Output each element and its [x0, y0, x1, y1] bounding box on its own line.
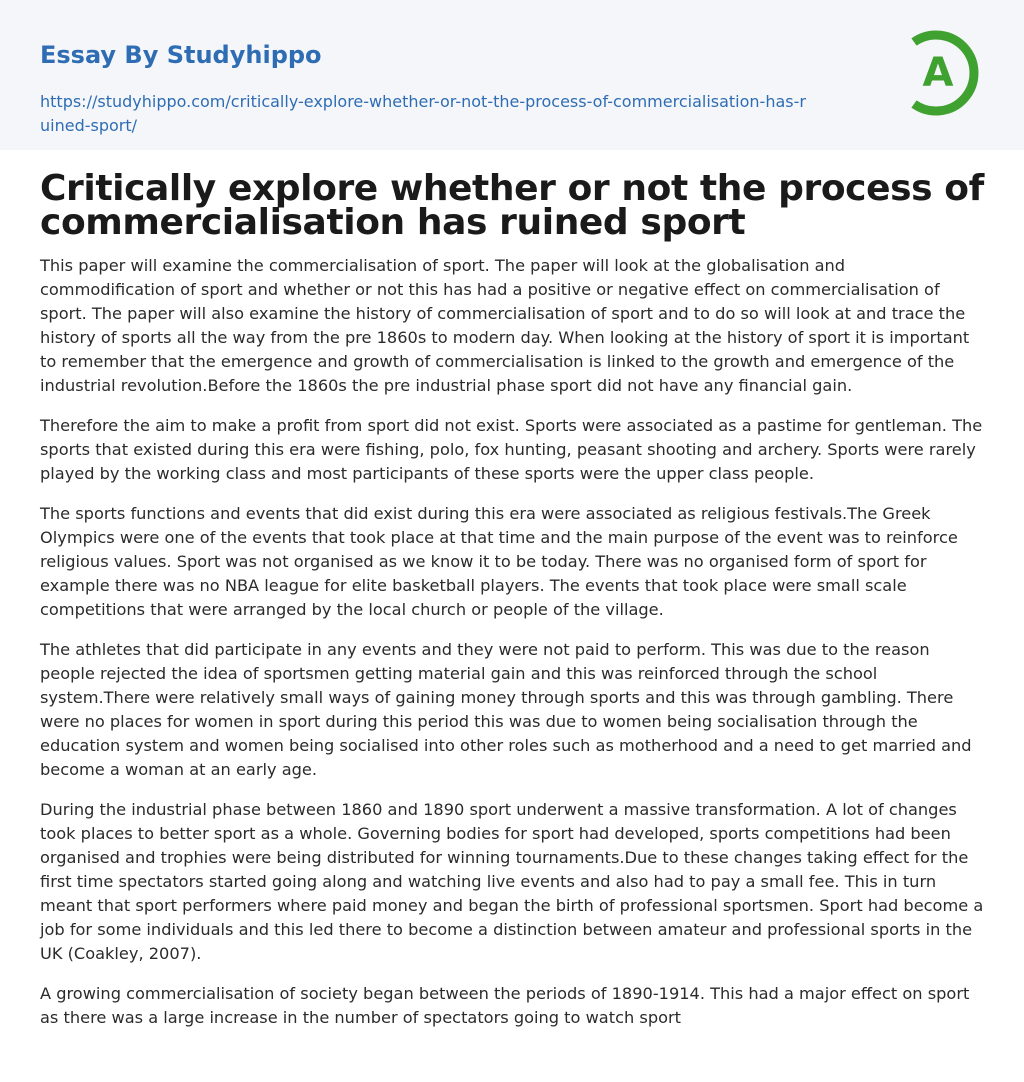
- essay-content: [0, 150, 1024, 1030]
- logo-letter: A: [922, 50, 954, 96]
- site-header: [0, 0, 1024, 150]
- studyhippo-logo-icon[interactable]: [896, 28, 986, 118]
- essay-title: Critically explore whether or not the process of commercialisation has ruined sport: [40, 168, 984, 243]
- essay-paragraph-1: This paper will examine the commercialisation of sport. The paper will look at the globalisation and commodification of sport and whether or not this has had a positive or negative effect on commercialisation of sport. The paper will also examine the history of commercialisation of sport and to do so will look at and trace the history of sports all the way from the pre 1860s to modern day. When looking at the history of sport it is important to remember that the emergence and growth of commercialisation is linked to the growth and emergence of the industrial revolution.Before the 1860s the pre industrial phase sport did not have any financial gain.: [40, 256, 970, 395]
- essay-paragraph-2: Therefore the aim to make a profit from sport did not exist. Sports were associated as a pastime for gentleman. The sports that existed during this era were fishing, polo, fox hunting, peasant shooting and archery. Sports were rarely played by the working class and most participants of these sports were the upper class people.: [40, 416, 983, 483]
- essay-paragraph-5: During the industrial phase between 1860 and 1890 sport underwent a massive transformation. A lot of changes took places to better sport as a whole. Governing bodies for sport had developed, sports competitions had been organised and trophies were being distributed for winning tournaments.Due to these changes taking effect for the first time spectators started going along and watching live events and also had to pay a small fee. This in turn meant that sport performers where paid money and began the birth of professional sportsmen. Sport had become a job for some individuals and this led there to become a distinction between amateur and professional sports in the UK (Coakley, 2007).: [40, 800, 984, 963]
- essay-paragraph-4: The athletes that did participate in any events and they were not paid to perform. This was due to the reason people rejected the idea of sportsmen getting material gain and this was reinforced through the school system.There were relatively small ways of gaining money through sports and this was through gambling. There were no places for women in sport during this period this was due to women being socialisation through the education system and women being socialised into other roles such as motherhood and a need to get married and become a woman at an early age.: [40, 640, 972, 779]
- essay-url-link[interactable]: https://studyhippo.com/critically-explore-whether-or-not-the-process-of-commercialisation-has-ruined-sport/: [40, 92, 806, 135]
- essay-paragraph-6: A growing commercialisation of society began between the periods of 1890-1914. This had a major effect on sport as there was a large increase in the number of spectators going to watch sport: [40, 984, 970, 1027]
- site-brand[interactable]: Essay By Studyhippo: [40, 41, 322, 69]
- essay-paragraph-3: The sports functions and events that did exist during this era were associated as religious festivals.The Greek Olympics were one of the events that took place at that time and the main purpose of the event was to reinforce religious values. Sport was not organised as we know it to be today. There was no organised form of sport for example there was no NBA league for elite basketball players. The events that took place were small scale competitions that were arranged by the local church or people of the village.: [40, 504, 958, 619]
